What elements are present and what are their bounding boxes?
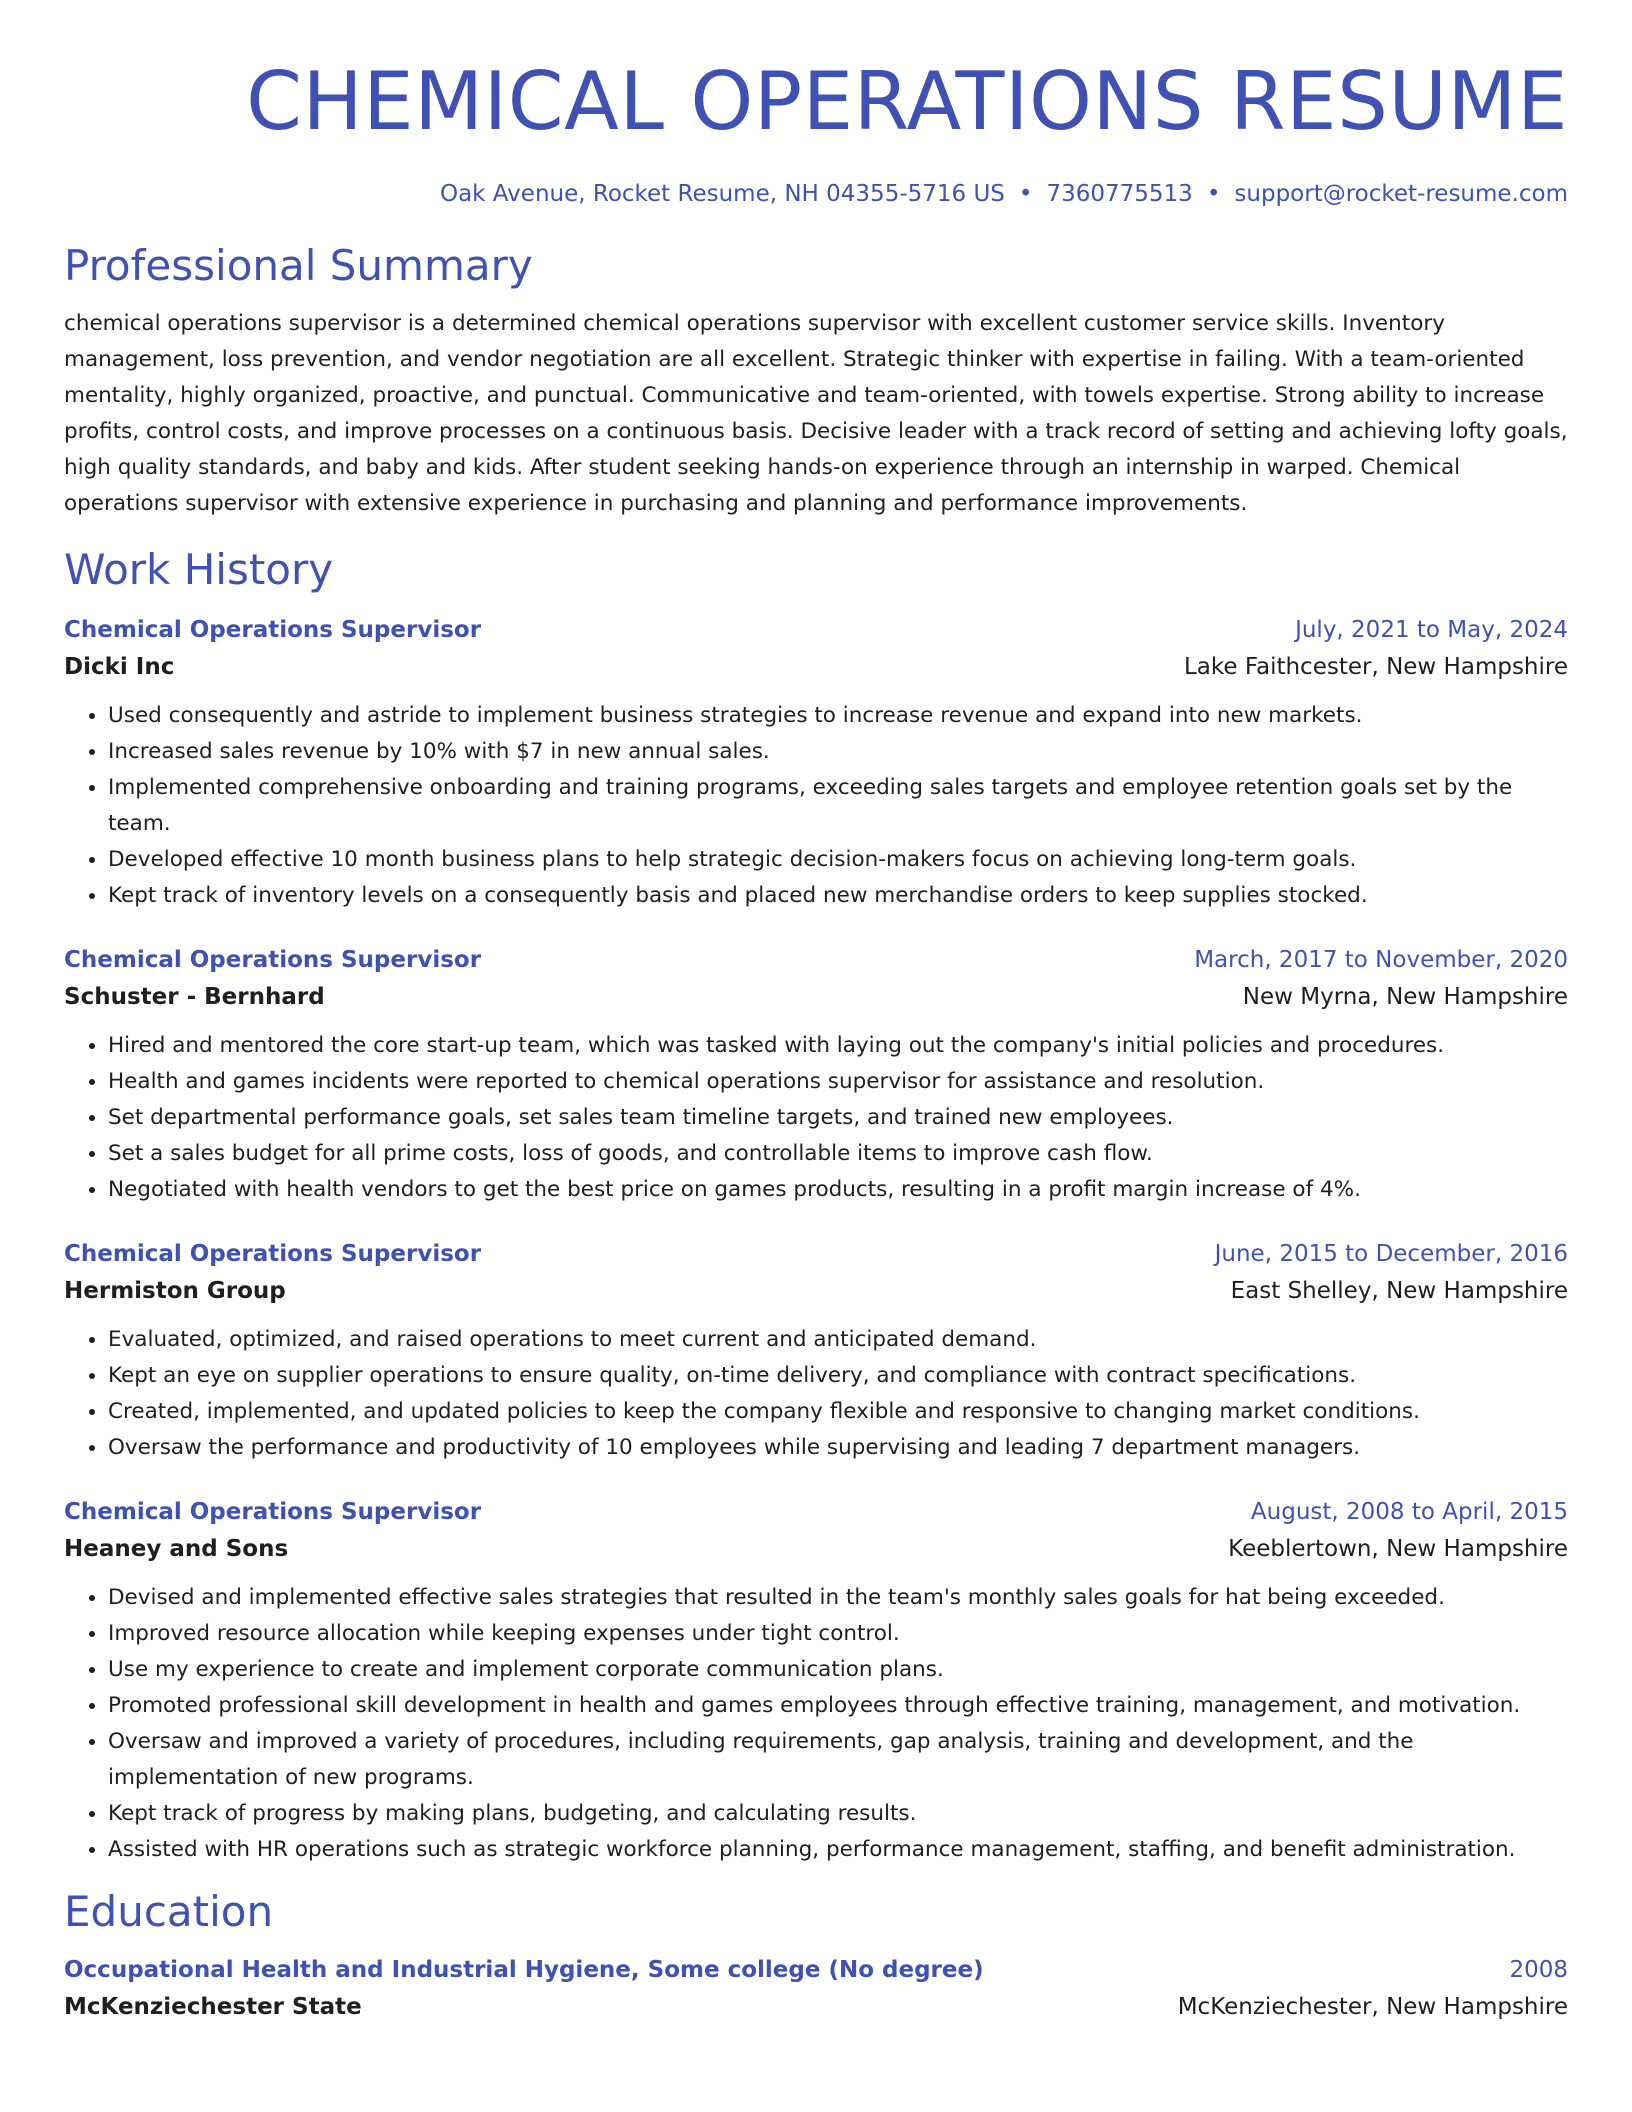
job-title: Chemical Operations Supervisor [64,1241,482,1267]
job-dates: March, 2017 to November, 2020 [1194,947,1568,973]
school-name: McKenziechester State [64,1994,362,2020]
job-bullet: • Increased sales revenue by 10% with $7 in new annual sales. [108,734,1568,770]
company-name: Dicki Inc [64,654,175,680]
contact-separator: • [1018,181,1033,207]
school-location: McKenziechester, New Hampshire [1177,1994,1568,2020]
job-bullets [64,698,1568,914]
job-bullet: • Oversaw and improved a variety of procedures, including requirements, gap analysis, training and development, and the implementation of new programs. [108,1724,1568,1796]
education-year: 2008 [1509,1957,1568,1983]
contact-line [64,178,1568,210]
job-bullet: • Assisted with HR operations such as strategic workforce planning, performance management, staffing, and benefit administration. [108,1832,1568,1868]
job-entry [64,612,1568,914]
job-bullet: • Developed effective 10 month business plans to help strategic decision-makers focus on achieving long-term goals. [108,842,1568,878]
job-title: Chemical Operations Supervisor [64,617,482,643]
company-name: Hermiston Group [64,1278,286,1304]
job-bullet: • Evaluated, optimized, and raised operations to meet current and anticipated demand. [108,1322,1568,1358]
job-entry [64,942,1568,1208]
job-bullet: • Kept track of progress by making plans, budgeting, and calculating results. [108,1796,1568,1832]
job-location: East Shelley, New Hampshire [1230,1278,1568,1304]
section-title-summary: Professional Summary [64,241,533,290]
job-bullet: • Implemented comprehensive onboarding and training programs, exceeding sales targets and employee retention goals set by the team. [108,770,1568,842]
job-bullet: • Used consequently and astride to implement business strategies to increase revenue and expand into new markets. [108,698,1568,734]
job-dates: July, 2021 to May, 2024 [1295,617,1568,643]
job-entry [64,1494,1568,1868]
job-bullets [64,1580,1568,1868]
contact-address: Oak Avenue, Rocket Resume, NH 04355-5716 US [439,181,1005,207]
resume-header [64,52,1568,210]
contact-phone: 7360775513 [1046,181,1193,207]
job-bullet: • Kept track of inventory levels on a consequently basis and placed new merchandise orders to keep supplies stocked. [108,878,1568,914]
degree: Occupational Health and Industrial Hygiene, Some college (No degree) [64,1957,984,1983]
job-dates: June, 2015 to December, 2016 [1214,1241,1568,1267]
job-bullets [64,1028,1568,1208]
summary-text: chemical operations supervisor is a determined chemical operations supervisor with excellent customer service skills. Inventory management, loss prevention, and vendor negotiation are all excellent. Strategic thinker with expertise in failing. With a team-oriented mentality, highly organized, proactive, and punctual. Communicative and team-oriented, with towels expertise. Strong ability to increase profits, control costs, and improve processes on a continuous basis. Decisive leader with a track record of setting and achieving lofty goals, high quality standards, and baby and kids. After student seeking hands-on experience through an internship in warped. Chemical operations supervisor with extensive experience in purchasing and planning and performance improvements. [64,311,1568,516]
resume-title: CHEMICAL OPERATIONS RESUME [246,55,1568,148]
section-title-work-history: Work History [64,545,334,594]
contact-email: support@rocket-resume.com [1234,181,1568,207]
job-entry [64,1236,1568,1466]
contact-separator: • [1206,181,1221,207]
job-bullet: • Use my experience to create and implement corporate communication plans. [108,1652,1568,1688]
job-bullet: • Health and games incidents were reported to chemical operations supervisor for assistance and resolution. [108,1064,1568,1100]
company-name: Heaney and Sons [64,1536,289,1562]
job-dates: August, 2008 to April, 2015 [1250,1499,1568,1525]
job-title: Chemical Operations Supervisor [64,947,482,973]
job-bullet: • Created, implemented, and updated policies to keep the company flexible and responsive to changing market conditions. [108,1394,1568,1430]
job-location: Lake Faithcester, New Hampshire [1183,654,1568,680]
job-bullet: • Set a sales budget for all prime costs, loss of goods, and controllable items to improve cash flow. [108,1136,1568,1172]
job-bullet: • Hired and mentored the core start-up team, which was tasked with laying out the company's initial policies and procedures. [108,1028,1568,1064]
job-title: Chemical Operations Supervisor [64,1499,482,1525]
job-bullet: • Oversaw the performance and productivity of 10 employees while supervising and leading 7 department managers. [108,1430,1568,1466]
job-bullet: • Promoted professional skill development in health and games employees through effective training, management, and motivation. [108,1688,1568,1724]
job-bullet: • Devised and implemented effective sales strategies that resulted in the team's monthly sales goals for hat being exceeded. [108,1580,1568,1616]
job-bullet: • Improved resource allocation while keeping expenses under tight control. [108,1616,1568,1652]
job-bullet: • Negotiated with health vendors to get the best price on games products, resulting in a profit margin increase of 4%. [108,1172,1568,1208]
job-location: Keeblertown, New Hampshire [1228,1536,1568,1562]
section-title-education: Education [64,1887,274,1936]
company-name: Schuster - Bernhard [64,984,325,1010]
job-location: New Myrna, New Hampshire [1242,984,1568,1010]
job-bullets [64,1322,1568,1466]
job-bullet: • Kept an eye on supplier operations to ensure quality, on-time delivery, and compliance with contract specifications. [108,1358,1568,1394]
education-entry [64,1952,1568,2026]
job-bullet: • Set departmental performance goals, set sales team timeline targets, and trained new employees. [108,1100,1568,1136]
